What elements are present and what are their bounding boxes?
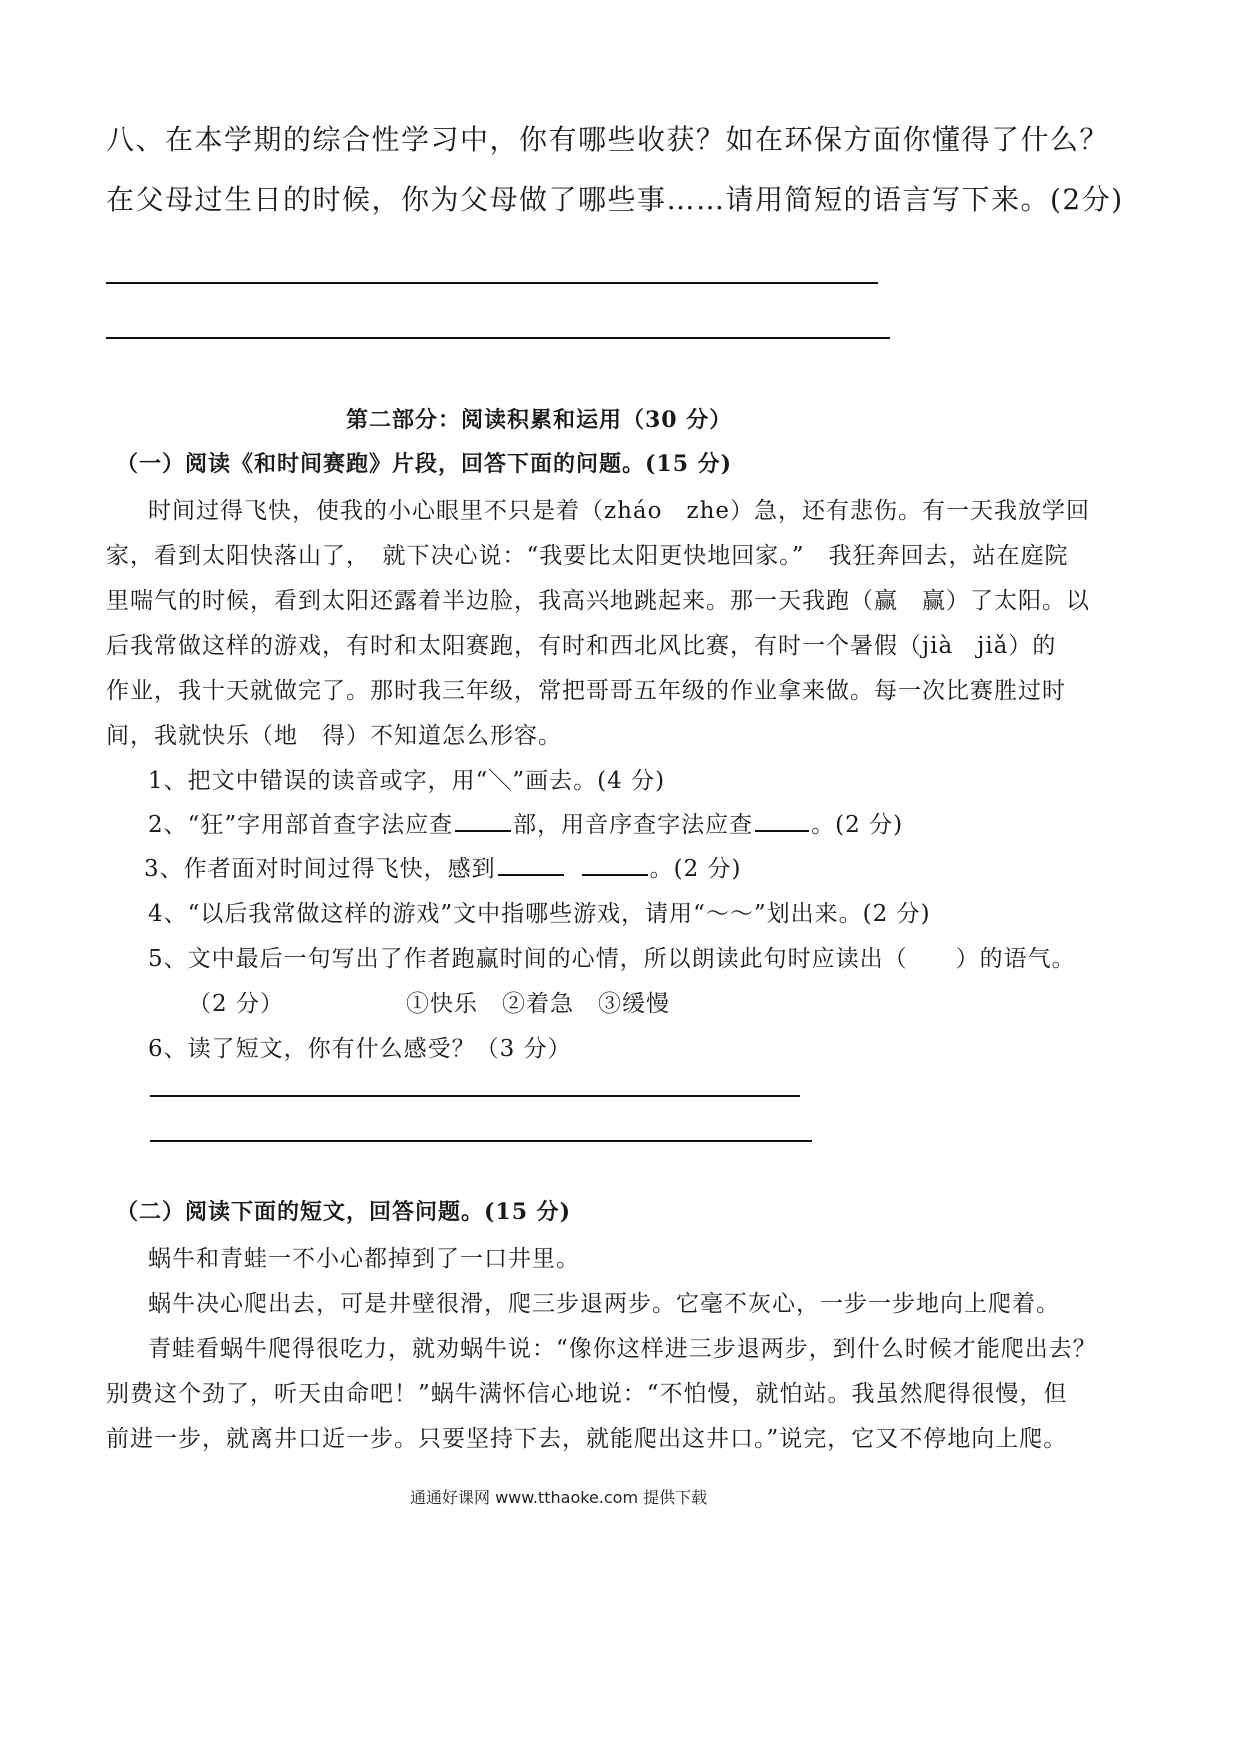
passage2-line: 别费这个劲了，听天由命吧！”蜗牛满怀信心地说：“不怕慢，就怕站。我虽然爬得很慢，但 (106, 1381, 1068, 1407)
question-2-text-a: 2、“狂”字用部首查字法应查 (148, 812, 454, 838)
section2-heading: （二）阅读下面的短文，回答问题。(15 分) (116, 1199, 572, 1225)
passage2-line: 青蛙看蜗牛爬得很吃力，就劝蜗牛说：“像你这样进三步退两步，到什么时候才能爬出去？ (148, 1336, 1097, 1362)
section1-heading: （一）阅读《和时间赛跑》片段，回答下面的问题。(15 分) (116, 451, 733, 477)
passage1-line: 作业，我十天就做完了。那时我三年级，常把哥哥五年级的作业拿来做。每一次比赛胜过时 (106, 678, 1066, 704)
passage1-line: 家，看到太阳快落山了， 就下决心说：“我要比太阳更快地回家。” 我狂奔回去，站在庭院 (106, 543, 1069, 569)
question-5: 5、文中最后一句写出了作者跑赢时间的心情，所以朗读此句时应读出（ ）的语气。 (148, 946, 1076, 972)
fill-blank-feeling-1[interactable] (498, 852, 564, 876)
answer-line[interactable] (106, 282, 878, 284)
question-3 (144, 850, 742, 883)
passage1-line: 间，我就快乐（地 得）不知道怎么形容。 (106, 723, 562, 749)
q8-line-2: 在父母过生日的时候，你为父母做了哪些事……请用简短的语言写下来。(2分) (106, 183, 1124, 216)
question-3-text-b: 。(2 分) (649, 856, 742, 882)
question-1: 1、把文中错误的读音或字，用“＼”画去。(4 分) (148, 768, 666, 794)
question-2-text-b: 部，用音序查字法应查 (513, 812, 754, 838)
question-2 (148, 806, 903, 839)
passage1-line: 后我常做这样的游戏，有时和太阳赛跑，有时和西北风比赛，有时一个暑假（jià jiǎ）的 (106, 633, 1057, 659)
fill-blank-feeling-2[interactable] (582, 852, 648, 876)
question-4: 4、“以后我常做这样的游戏”文中指哪些游戏，请用“～～”划出来。(2 分) (148, 901, 931, 927)
answer-line[interactable] (150, 1140, 812, 1142)
answer-line[interactable] (106, 337, 890, 339)
passage2-line: 蜗牛和青蛙一不小心都掉到了一口井里。 (148, 1246, 580, 1272)
question-3-text-a: 3、作者面对时间过得飞快，感到 (144, 856, 496, 882)
passage1-line: 里喘气的时候，看到太阳还露着半边脸，我高兴地跳起来。那一天我跑（赢 赢）了太阳。以 (106, 588, 1090, 614)
question-6: 6、读了短文，你有什么感受？（3 分） (148, 1036, 572, 1062)
question-2-text-c: 。(2 分) (811, 812, 904, 838)
part2-heading: 第二部分：阅读积累和运用（30 分） (346, 407, 733, 433)
passage2-line: 前进一步，就离井口近一步。只要坚持下去，就能爬出这井口。”说完，它又不停地向上爬。 (106, 1426, 1068, 1452)
question-5-score: （2 分） (188, 991, 284, 1017)
passage1-line: 时间过得飞快，使我的小心眼里不只是着（zháo zhe）急，还有悲伤。有一天我放学回 (148, 498, 1091, 524)
page-footer: 通通好课网 www.tthaoke.com 提供下载 (410, 1488, 708, 1507)
passage2-line: 蜗牛决心爬出去，可是井壁很滑，爬三步退两步。它毫不灰心，一步一步地向上爬着。 (148, 1291, 1060, 1317)
fill-blank-radical[interactable] (455, 808, 511, 832)
answer-line[interactable] (150, 1095, 800, 1097)
q8-line-1: 八、在本学期的综合性学习中，你有哪些收获？如在环保方面你懂得了什么？ (106, 123, 1110, 156)
question-5-options: ①快乐 ②着急 ③缓慢 (406, 991, 670, 1017)
fill-blank-letter[interactable] (755, 808, 809, 832)
